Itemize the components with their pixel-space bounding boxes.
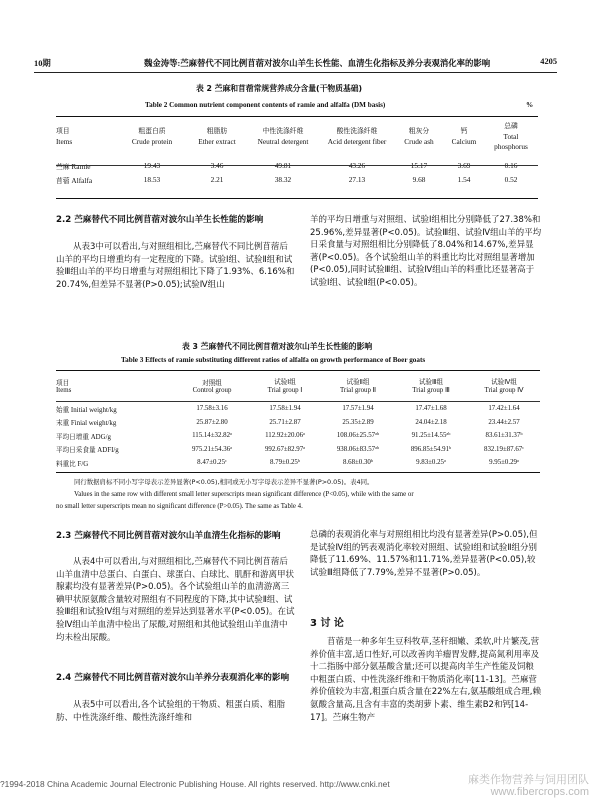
- table-header-row: [56, 121, 536, 153]
- watermark-line-2: www.fibercrops.com: [490, 786, 589, 798]
- table-row: 始重 Initial weight/kg 17.58±3.16 17.58±1.94 17.57±1.94 17.47±1.68 17.42±1.64: [56, 405, 520, 414]
- running-header: [34, 57, 557, 71]
- table-header-cell: 粗脂肪 Ether extract: [198, 127, 236, 146]
- table-header-cell: 项目 Items: [56, 127, 73, 146]
- table-row: 苜蓿 Alfalfa 18.53 2.21 38.32 27.13 9.68 1.54 0.52: [56, 175, 518, 185]
- table3-note-en-2: no small letter superscripts mean no significant difference (P>0.05). The same as Table 4.: [56, 503, 303, 510]
- section-3-body: 苜蓿是一种多年生豆科牧草,茎秆细嫩、柔软,叶片繁茂,营养价值丰富,适口性好,可以改善肉羊瘤胃发酵,提高氮利用率及十二指肠中部分氨基酸含量;还可以提高肉羊生产性能及饲粮中粗蛋白质、中性洗涤纤维和干物质消化率[11-13]。苎麻营养价值较为丰富,粗蛋白质含量在22%左右,氨基酸组成合理,赖氨酸含量高,且含有丰富的类胡萝卜素、维生素B2和钙[14-17]。苎麻生物产: [310, 637, 542, 723]
- section-2-3-title: 2.3 苎麻替代不同比例苜蓿对波尔山羊血清生化指标的影响: [56, 531, 281, 541]
- table2-caption-en: Table 2 Common nutrient component contents of ramie and alfalfa (DM basis): [145, 101, 386, 109]
- table3-top-rule: [56, 370, 540, 371]
- page-number: 4205: [540, 57, 557, 66]
- table-header-cell: 钙 Calcium: [451, 127, 477, 146]
- table3-mid-rule: [56, 401, 540, 402]
- table3: [56, 372, 540, 470]
- header-rule: [34, 72, 557, 73]
- table-header-cell: 酸性洗涤纤维 Acid detergent fiber: [327, 127, 387, 146]
- section-2-4-continued: 总磷的表观消化率与对照组相比均没有显著差异(P>0.05),但是试验Ⅳ组的钙表观消化率较对照组、试验Ⅰ组和试验Ⅱ组分别降低了11.69%、11.57%和11.71%,差异显著(P<0.05),较试验Ⅲ组降低了7.79%,差异不显著(P>0.05)。: [310, 530, 538, 578]
- watermark: [468, 774, 589, 798]
- copyright-footer: ?1994-2018 China Academic Journal Electronic Publishing House. All rights reserved. http://www.cnki.net: [0, 779, 390, 789]
- table2-bottom-rule: [56, 198, 538, 199]
- table3-note-en-1: Values in the same row with different small letter superscripts mean significant difference (P<0.05), while with the same or: [74, 491, 414, 498]
- section-2-4-title: 2.4 苎麻替代不同比例苜蓿对波尔山羊养分表观消化率的影响: [56, 673, 290, 683]
- table3-caption-en: Table 3 Effects of ramie substituting different ratios of alfalfa on growth performance of Boer goats: [121, 356, 426, 364]
- table-row: 料重比 F/G 8.47±0.25ᶜ 8.79±0.25ᵇ 8.68±0.30ᵇ 9.83±0.25ᵃ 9.95±0.29ᵃ: [56, 459, 519, 468]
- table-row: 苎麻 Ramie 19.43 3.46 49.81 43.26 15.17 3.69 0.16: [56, 161, 518, 171]
- issue-number: 10期: [34, 59, 51, 68]
- table-header-cell: 粗蛋白质 Crude protein: [131, 127, 173, 146]
- section-2-2-body: 从表3中可以看出,与对照组相比,苎麻替代不同比例苜蓿后山羊的平均日增重均有一定程度的下降。试验Ⅰ组、试验Ⅱ组和试验Ⅲ组山羊的平均日增重与对照组相比下降了1.93%、6.16%和20.74%,但差异不显著(P>0.05);试验Ⅳ组山: [56, 242, 295, 290]
- table2-top-rule: [56, 116, 538, 117]
- section-2-2-title: 2.2 苎麻替代不同比例苜蓿对波尔山羊生长性能的影响: [56, 215, 264, 225]
- section-3-title: 3 讨 论: [310, 618, 344, 629]
- table2: [56, 121, 536, 187]
- table-row: 平均日增重 ADG/g 115.14±32.82ᵃ 112.92±20.06ᵃ 108.06±25.57ᵃᵇ 91.25±14.55ᵃᵇ 83.61±31.37ᵇ: [56, 432, 523, 441]
- table-header-cell: 总磷 Total phosphorus: [494, 122, 528, 151]
- table2-unit: %: [526, 101, 534, 109]
- section-2-3-body: 从表4中可以看出,与对照组相比,苎麻替代不同比例苜蓿后山羊血清中总蛋白、白蛋白、球蛋白、白球比、肌酐和游离甲状腺素均没有显著差异(P>0.05)。各个试验组山羊的血清游离三碘甲状原氨酸含量较对照组有不同程度的下降,其中试验Ⅱ组、试验Ⅲ组和试验Ⅳ组与对照组的差异达到显著水平(P<0.05)。在试验Ⅳ组山羊血清中检出了尿酸,对照组和其他试验组山羊血清中均未检出尿酸。: [56, 557, 295, 643]
- table-row: 平均日采食量 ADFI/g 975.21±54.36ᵃ 992.67±82.97ᵃ 938.06±83.57ᵃᵇ 896.85±54.91ᵇ 832.19±87.67ᶜ: [56, 445, 524, 455]
- table-header-cell: 中性洗涤纤维 Neutral detergent: [257, 127, 309, 146]
- table3-note-cn: 同行数据肩标不同小写字母表示差异显著(P<0.05),相同或无小写字母表示差异不显著(P>0.05)。表4同。: [74, 478, 374, 486]
- watermark-line-1: 麻类作物营养与饲用团队: [468, 774, 589, 786]
- section-2-2-continued: 羊的平均日增重与对照组、试验Ⅰ组相比分别降低了27.38%和25.96%,差异显著(P<0.05)。试验Ⅲ组、试验Ⅳ组山羊的平均日采食量与对照组相比分别降低了8.04%和14.67%,差异显著(P<0.05)。各个试验组山羊的料重比均比对照组显著增加(P<0.05),同时试验Ⅲ组、试验Ⅳ组山羊的料重比还显著高于试验Ⅰ组、试验Ⅱ组(P<0.05)。: [310, 215, 542, 288]
- table2-caption-cn: 表 2 苎麻和苜蓿常规营养成分含量(干物质基础): [196, 84, 363, 93]
- table2-mid-rule: [56, 165, 538, 166]
- table3-bottom-rule: [56, 472, 540, 473]
- table3-caption-cn: 表 3 苎麻替代不同比例苜蓿对波尔山羊生长性能的影响: [182, 342, 373, 351]
- table-header-row: 项目 Items 对照组 Control group 试验Ⅰ组 Trial group Ⅰ 试验Ⅱ组 Trial group Ⅱ 试验Ⅲ组 Trial group Ⅲ 试验Ⅳ组 Trial group Ⅳ: [56, 378, 524, 394]
- running-title: 魏金涛等:苎麻替代不同比例苜蓿对波尔山羊生长性能、血清生化指标及养分表观消化率的影响: [144, 59, 491, 68]
- table-row: 末重 Finial weight/kg 25.87±2.80 25.71±2.87 25.35±2.89 24.04±2.18 23.44±2.57: [56, 418, 520, 428]
- table-header-cell: 粗灰分 Crude ash: [404, 127, 434, 146]
- section-2-4-body: 从表5中可以看出,各个试验组的干物质、粗蛋白质、粗脂肪、中性洗涤纤维、酸性洗涤纤维和: [56, 700, 286, 723]
